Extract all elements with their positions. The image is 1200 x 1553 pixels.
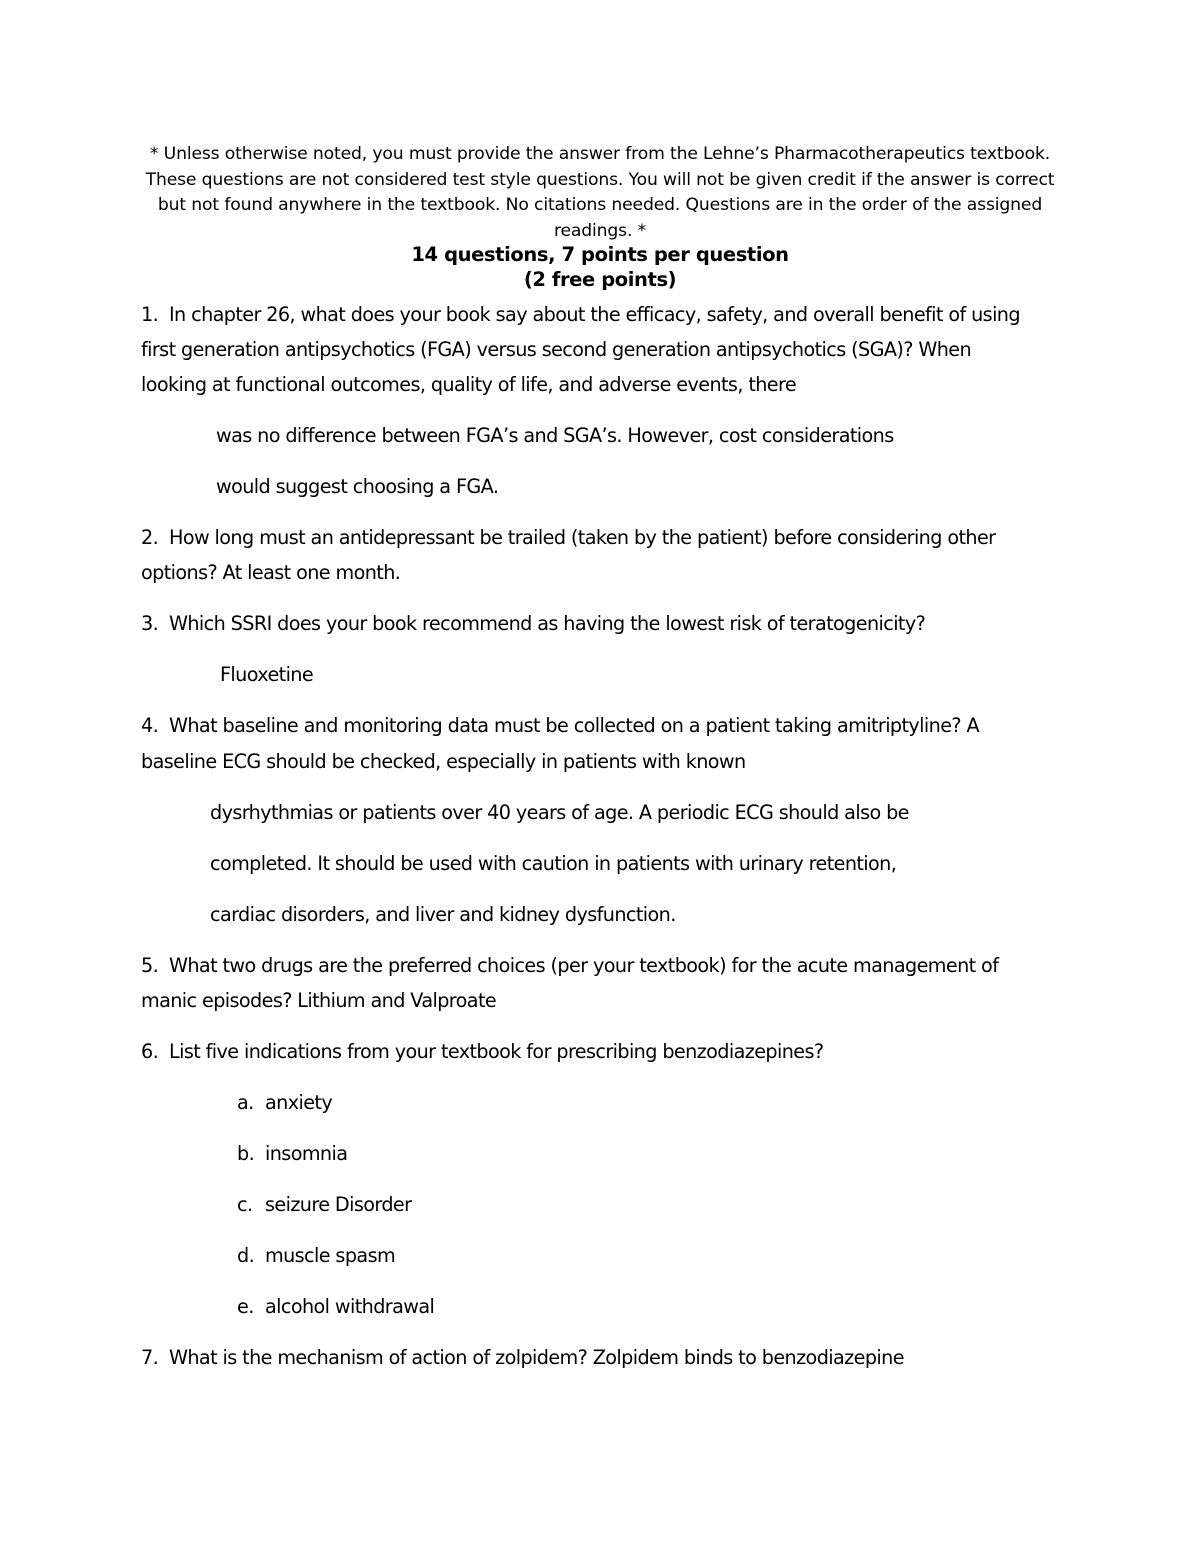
question-6-number: 6. xyxy=(141,1040,159,1063)
question-3-number: 3. xyxy=(141,612,159,635)
question-4-number: 4. xyxy=(141,714,159,737)
question-2-number: 2. xyxy=(141,526,159,549)
list-item-text: seizure Disorder xyxy=(265,1193,412,1216)
list-item-letter: b. xyxy=(237,1142,255,1165)
question-2-line-2: options? At least one month. xyxy=(141,561,401,584)
list-item xyxy=(237,1295,434,1319)
question-5-number: 5. xyxy=(141,954,159,977)
question-4-line-2: baseline ECG should be checked, especially in patients with known xyxy=(141,750,746,773)
question-4-answer-line-3: cardiac disorders, and liver and kidney dysfunction. xyxy=(210,903,676,926)
question-2-line-1 xyxy=(141,526,995,550)
question-4-text: What baseline and monitoring data must be collected on a patient taking amitriptyline? A xyxy=(169,714,980,737)
list-item-text: insomnia xyxy=(265,1142,348,1165)
question-6-text: List five indications from your textbook for prescribing benzodiazepines? xyxy=(169,1040,824,1063)
question-4-line-1 xyxy=(141,714,979,738)
list-item-letter: e. xyxy=(237,1295,254,1318)
question-6-line-1 xyxy=(141,1040,823,1064)
list-item-text: anxiety xyxy=(265,1091,333,1114)
question-3-answer: Fluoxetine xyxy=(220,663,314,686)
question-4-answer-line-2: completed. It should be used with caution in patients with urinary retention, xyxy=(210,852,897,875)
list-item-letter: a. xyxy=(237,1091,254,1114)
question-4-answer-line-1: dysrhythmias or patients over 40 years of age. A periodic ECG should also be xyxy=(210,801,909,824)
question-5-line-1 xyxy=(141,954,998,978)
question-1-line-2: first generation antipsychotics (FGA) versus second generation antipsychotics (SGA)? When xyxy=(141,338,972,361)
question-1-answer-line-2: would suggest choosing a FGA. xyxy=(216,475,499,498)
free-points-heading: (2 free points) xyxy=(523,268,677,291)
question-2-text: How long must an antidepressant be trailed (taken by the patient) before considering other xyxy=(169,526,996,549)
list-item xyxy=(237,1142,347,1166)
list-item xyxy=(237,1091,332,1115)
points-heading: 14 questions, 7 points per question xyxy=(411,243,789,266)
question-1-line-1 xyxy=(141,303,1020,327)
question-7-number: 7. xyxy=(141,1346,159,1369)
list-item-letter: c. xyxy=(237,1193,253,1216)
list-item-text: alcohol withdrawal xyxy=(265,1295,435,1318)
question-3-text: Which SSRI does your book recommend as having the lowest risk of teratogenicity? xyxy=(169,612,926,635)
question-3-line-1 xyxy=(141,612,925,636)
list-item-text: muscle spasm xyxy=(265,1244,396,1267)
instructions-note: * Unless otherwise noted, you must provide the answer from the Lehne’s Pharmacotherapeutics textbook. These questions are not considered test style questions. You will not be given credit if the answer is correct but not found anywhere in the textbook. No citations needed. Questions are in the order of the assigned readings. * xyxy=(145,144,1055,241)
question-1-line-3: looking at functional outcomes, quality of life, and adverse events, there xyxy=(141,373,797,396)
list-item xyxy=(237,1193,411,1217)
question-7-line-1 xyxy=(141,1346,904,1370)
question-5-text: What two drugs are the preferred choices (per your textbook) for the acute management of xyxy=(169,954,999,977)
question-1-answer-line-1: was no difference between FGA’s and SGA’s. However, cost considerations xyxy=(216,424,894,447)
question-5-line-2: manic episodes? Lithium and Valproate xyxy=(141,989,497,1012)
list-item-letter: d. xyxy=(237,1244,255,1267)
list-item xyxy=(237,1244,395,1268)
question-1-text: In chapter 26, what does your book say about the efficacy, safety, and overall benefit of using xyxy=(169,303,1020,326)
question-7-text: What is the mechanism of action of zolpidem? Zolpidem binds to benzodiazepine xyxy=(169,1346,904,1369)
question-1-number: 1. xyxy=(141,303,159,326)
